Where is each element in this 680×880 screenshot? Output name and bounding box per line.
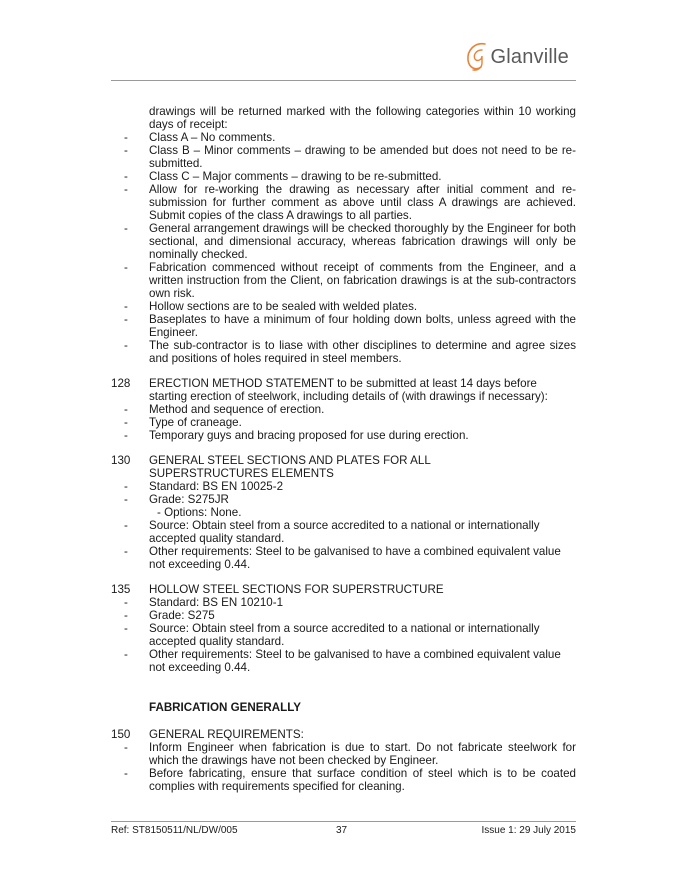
intro-item-class-b: - Class B – Minor comments – drawing to be amended but does not need to be re-submitted.: [124, 144, 576, 170]
clause-number: 135: [111, 583, 131, 596]
list-item: - Source: Obtain steel from a source accredited to a national or internationally accepted quality standard.: [124, 519, 540, 545]
clause-128: [111, 377, 576, 442]
list-item: - Standard: BS EN 10210-1: [124, 596, 284, 609]
sub-list-item: - Options: None.: [157, 506, 242, 519]
list-item: - Standard: BS EN 10025-2: [124, 480, 284, 493]
clause-heading: GENERAL REQUIREMENTS:: [149, 728, 304, 741]
intro-item-class-a: - Class A – No comments.: [124, 131, 276, 144]
list-item: - Source: Obtain steel from a source accredited to a national or internationally accepted quality standard.: [124, 622, 540, 648]
footer-rule: [111, 821, 576, 822]
list-item: - Other requirements: Steel to be galvanised to have a combined equivalent value not exceeding 0.44.: [124, 648, 561, 674]
list-item: - Temporary guys and bracing proposed for use during erection.: [124, 429, 469, 442]
list-item: - Inform Engineer when fabrication is due to start. Do not fabricate steelwork for which the drawings have not been checked by Engineer.: [124, 741, 576, 767]
list-item: - Before fabricating, ensure that surface condition of steel which is to be coated complies with requirements specified for cleaning.: [124, 767, 576, 793]
intro-item-fabrication-risk: - Fabrication commenced without receipt of comments from the Engineer, and a written instruction from the Client, on fabrication drawings is at the sub-contractors own risk.: [124, 261, 576, 300]
intro-item-baseplates: - Baseplates to have a minimum of four holding down bolts, unless agreed with the Engineer.: [124, 313, 576, 339]
clause-number: 150: [111, 728, 131, 741]
list-item: - Grade: S275JR: [124, 493, 229, 506]
glanville-swirl-logo-icon: [463, 40, 489, 74]
clause-heading: GENERAL STEEL SECTIONS AND PLATES FOR ALL SUPERSTRUCTURES ELEMENTS: [149, 454, 431, 480]
clause-number: 128: [111, 377, 131, 390]
section-title: FABRICATION GENERALLY: [149, 701, 302, 714]
list-item: - Method and sequence of erection.: [124, 403, 325, 416]
clause-heading: ERECTION METHOD STATEMENT to be submitted at least 14 days before starting erection of steelwork, including details of (with drawings if necessary):: [149, 377, 548, 403]
intro-item-holes: - The sub-contractor is to liase with other disciplines to determine and agree sizes and positions of holes required in steel members.: [124, 339, 576, 365]
intro-paragraph: drawings will be returned marked with the following categories within 10 working days of receipt:: [149, 105, 576, 131]
clause-number: 130: [111, 454, 131, 467]
list-item: - Other requirements: Steel to be galvanised to have a combined equivalent value not exceeding 0.44.: [124, 545, 561, 571]
clause-130: [111, 454, 576, 571]
clause-135: [111, 583, 576, 674]
list-item: - Grade: S275: [124, 609, 215, 622]
intro-item-hollow-sections: - Hollow sections are to be sealed with welded plates.: [124, 300, 418, 313]
document-reference: Ref: ST8150511/NL/DW/005: [111, 825, 238, 836]
document-body: [111, 105, 576, 793]
intro-item-reworking: - Allow for re-working the drawing as necessary after initial comment and re-submission for further comment as above until class A drawings are achieved. Submit copies of the class A drawings to all parties.: [124, 183, 576, 222]
intro-item-class-c: - Class C – Major comments – drawing to be re-submitted.: [124, 170, 442, 183]
intro-item-ga-drawings: - General arrangement drawings will be checked thoroughly by the Engineer for both sectional, and dimensional accuracy, whereas fabrication drawings will only be nominally checked.: [124, 222, 576, 261]
list-item: - Type of craneage.: [124, 416, 242, 429]
logo-text: Glanville: [490, 45, 569, 68]
page-number: 37: [336, 825, 348, 836]
glanville-logo: [463, 40, 570, 74]
page-footer: [111, 825, 576, 837]
issue-date: Issue 1: 29 July 2015: [481, 825, 576, 836]
clause-heading: HOLLOW STEEL SECTIONS FOR SUPERSTRUCTURE: [149, 583, 444, 596]
clause-150: [111, 728, 576, 793]
header-rule: [111, 80, 576, 81]
